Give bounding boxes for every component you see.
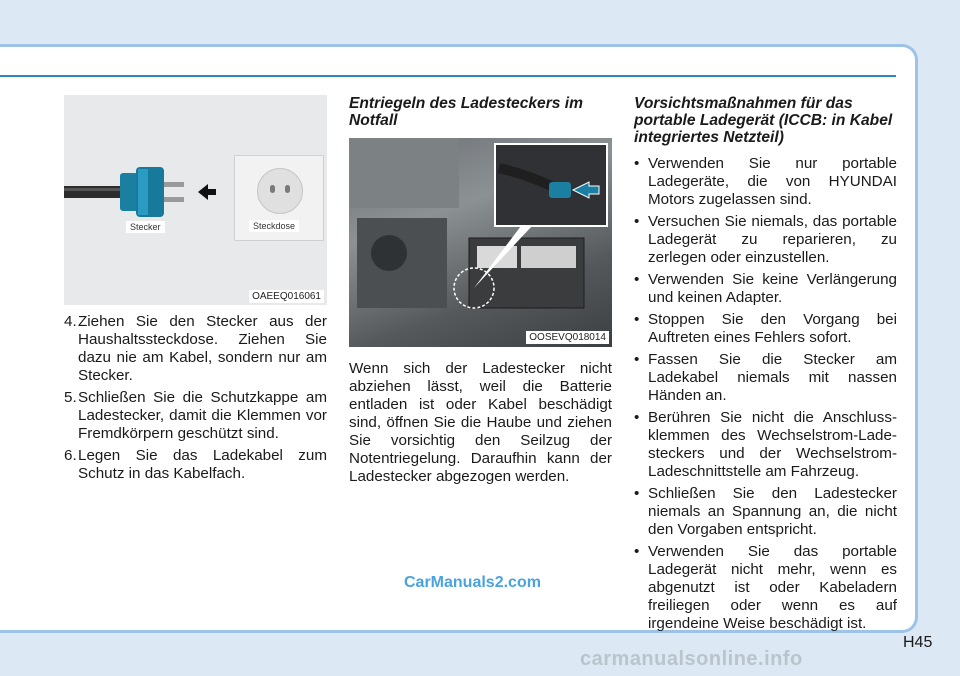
column-2 xyxy=(349,95,612,486)
bullet-icon: • xyxy=(634,409,640,426)
column-1 xyxy=(64,95,327,487)
bullet-icon: • xyxy=(634,155,640,172)
arrow-left-icon xyxy=(198,184,216,200)
list-item: • Schließen Sie den Ladestecker niemals an Spannung an, die nicht den Vorgaben entspricht. xyxy=(634,485,897,538)
bullet-icon: • xyxy=(634,351,640,368)
watermark-link[interactable]: CarManuals2.com xyxy=(404,574,541,591)
socket-panel xyxy=(234,155,324,241)
step-number: 4. xyxy=(64,313,77,330)
section-body: Wenn sich der Ladestecker nicht abziehen lässt, weil die Batterie entladen ist oder Kabel beschädigt sind, öffnen Sie die Haube und ziehen Sie vorsichtig den Seilzug der Notentriegelung. Daraufhin kann der Ladestecker abgezogen werden. xyxy=(349,360,612,485)
column-3 xyxy=(634,95,897,637)
footer-watermark: carmanualsonline.info xyxy=(580,648,803,670)
socket-icon xyxy=(257,168,303,214)
step-number: 5. xyxy=(64,389,77,406)
label-socket: Steckdose xyxy=(249,220,299,232)
list-item: • Stoppen Sie den Vorgang bei Auftreten eines Fehlers sofort. xyxy=(634,311,897,346)
steps-list xyxy=(64,313,327,483)
bullet-icon: • xyxy=(634,271,640,288)
precautions-list xyxy=(634,155,897,633)
plug-socket-figure xyxy=(64,95,327,305)
list-item: • Verwenden Sie keine Verlängerung und keinen Adapter. xyxy=(634,271,897,306)
list-item: • Berühren Sie nicht die Anschluss-klemmen des Wechselstrom-Lade-steckers und der Wechselstrom-Ladeschnittstelle am Fahrzeug. xyxy=(634,409,897,480)
engine-bay-photo xyxy=(349,138,612,347)
engine-bay-illustration xyxy=(349,138,612,347)
header-rule xyxy=(0,75,896,77)
section-heading: Vorsichtsmaßnahmen für das portable Ladegerät (ICCB: in Kabel integriertes Netzteil) xyxy=(634,95,893,146)
bullet-icon: • xyxy=(634,485,640,502)
list-item: • Verwenden Sie nur portable Ladegeräte, die von HYUNDAI Motors zugelassen sind. xyxy=(634,155,897,208)
label-plug: Stecker xyxy=(126,221,165,233)
list-item: • Verwenden Sie das portable Ladegerät nicht mehr, wenn es abgenutzt ist oder Kabeladern freiliegen oder wenn es auf irgendeine Weise beschädigt ist. xyxy=(634,543,897,632)
page-number: H45 xyxy=(903,634,933,651)
step-text: Schließen Sie die Schutzkappe am Ladestecker, damit die Klemmen vor Fremdkörpern geschützt sind. xyxy=(78,389,327,442)
list-item xyxy=(64,447,327,483)
bullet-icon: • xyxy=(634,543,640,560)
step-text: Ziehen Sie den Stecker aus der Haushaltssteckdose. Ziehen Sie dazu nie am Kabel, sondern nur am Stecker. xyxy=(78,313,327,384)
bullet-icon: • xyxy=(634,311,640,328)
figure-code: OOSEVQ018014 xyxy=(526,331,609,344)
list-item: • Versuchen Sie niemals, das portable Ladegerät zu reparieren, zu zerlegen oder einzustellen. xyxy=(634,213,897,266)
step-text: Legen Sie das Ladekabel zum Schutz in das Kabelfach. xyxy=(78,447,327,482)
bullet-icon: • xyxy=(634,213,640,230)
figure-code: OAEEQ016061 xyxy=(249,290,324,303)
list-item xyxy=(64,389,327,443)
list-item xyxy=(64,313,327,385)
step-number: 6. xyxy=(64,447,77,464)
section-heading: Entriegeln des Ladesteckers im Notfall xyxy=(349,95,584,129)
list-item: • Fassen Sie die Stecker am Ladekabel niemals mit nassen Händen an. xyxy=(634,351,897,404)
